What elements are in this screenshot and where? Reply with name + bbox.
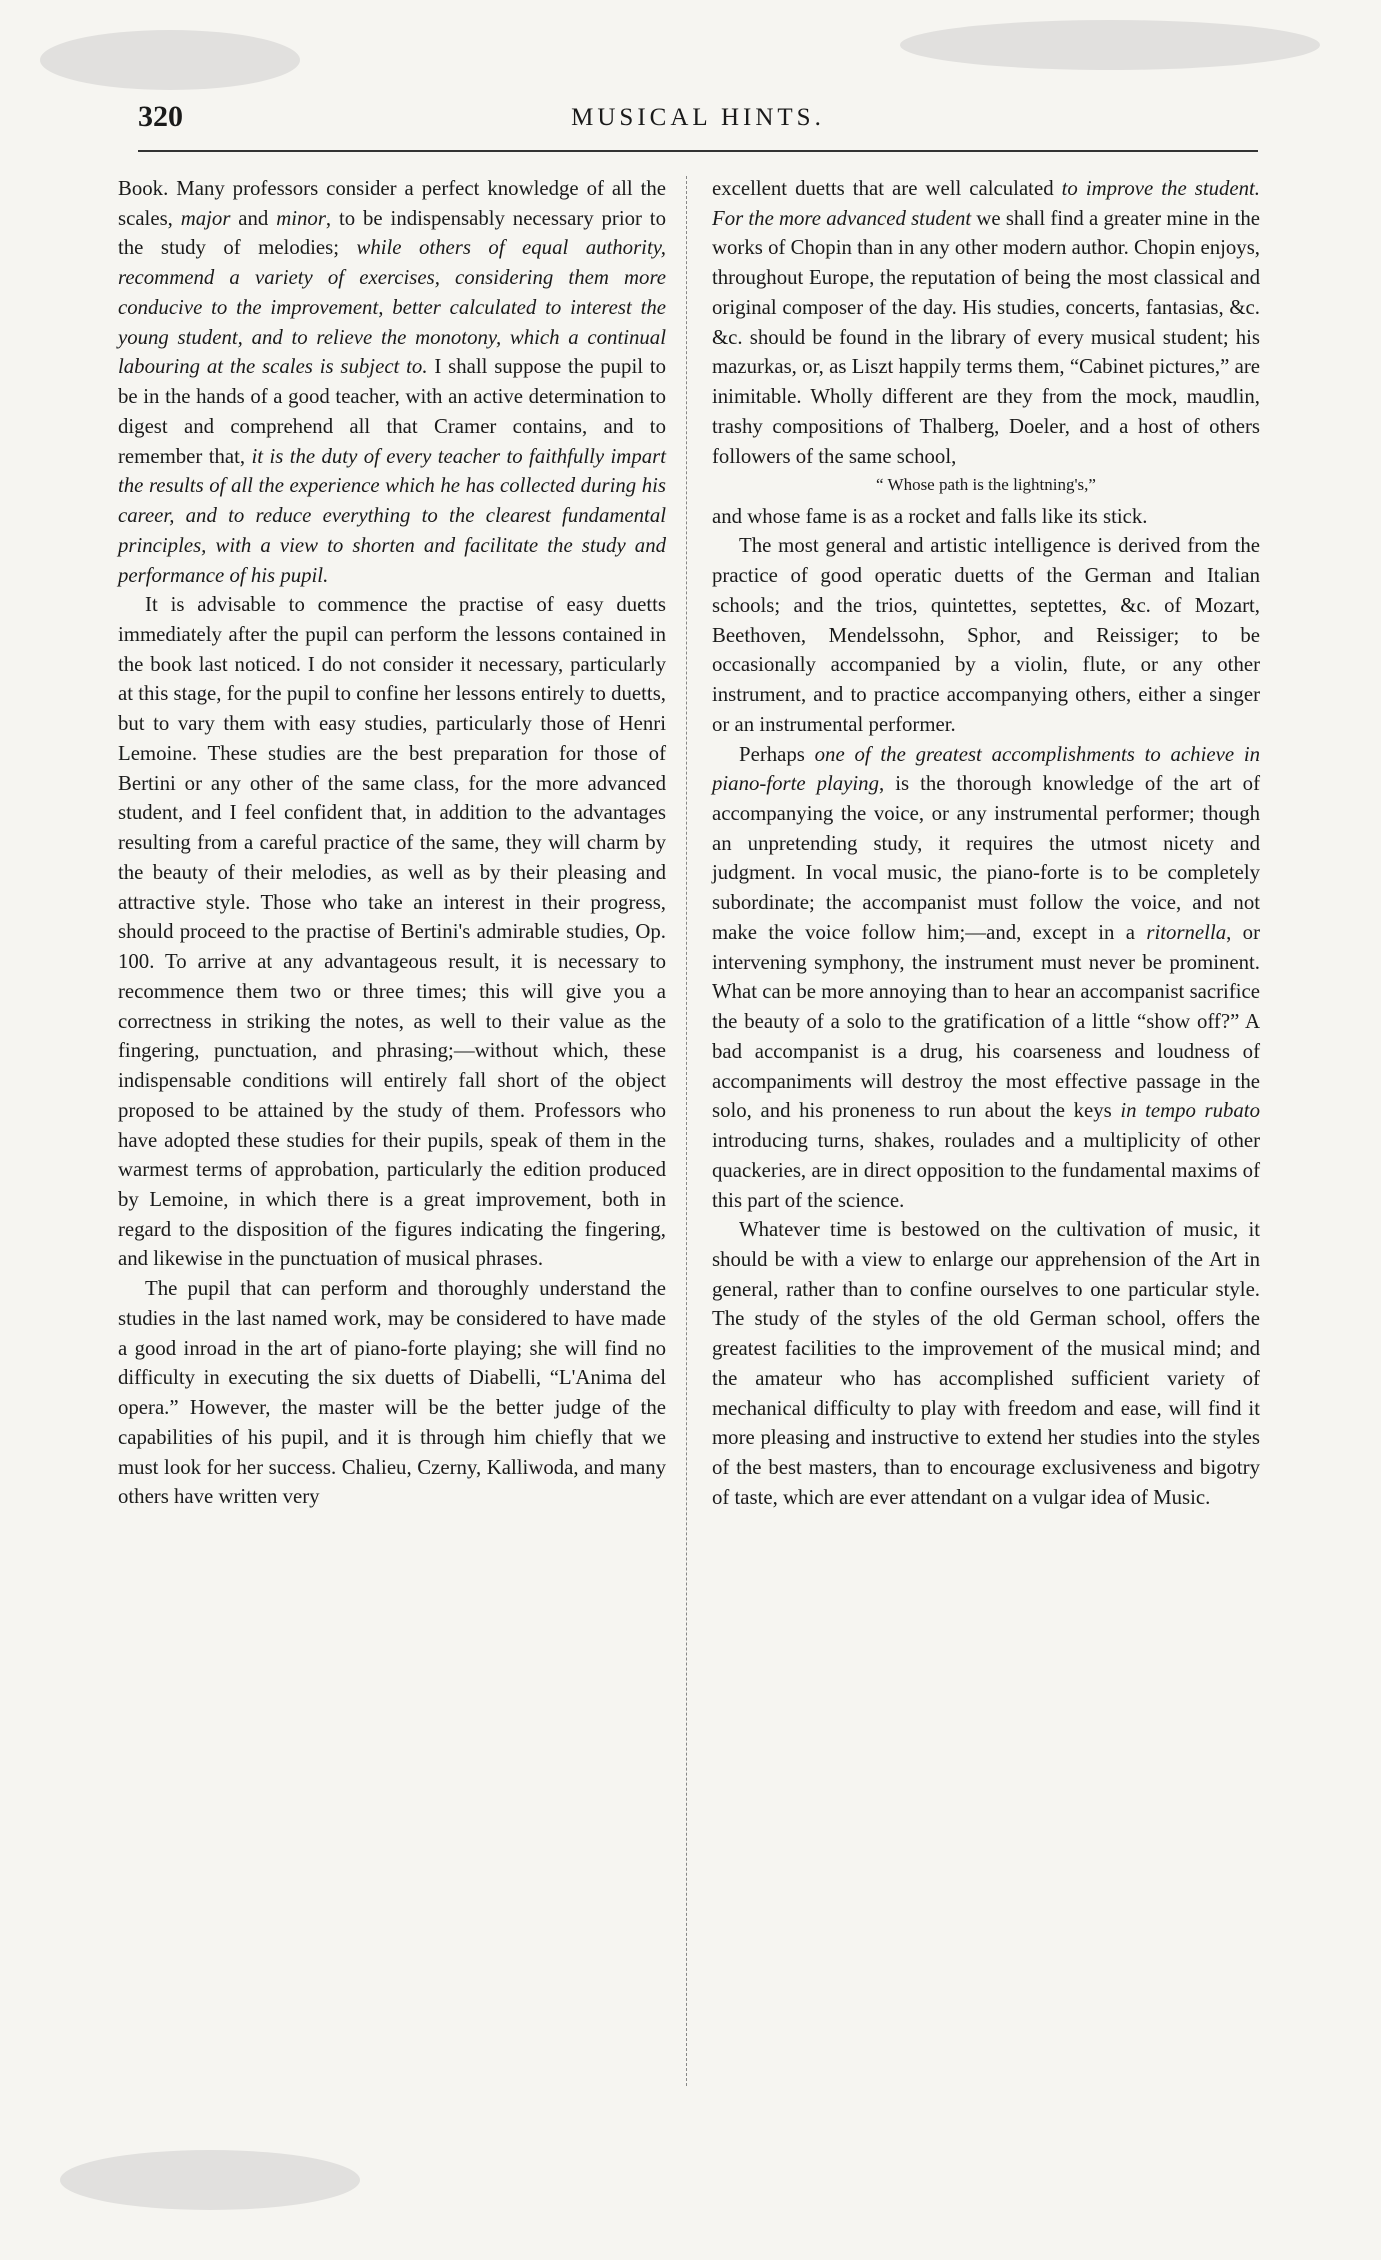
italic-run: it is the duty of every teacher to faithfully impart the results of all the experience which he has collected during his career, and to reduce everything to the clearest fundamental principles, with a view to shorten and facilitate the study and performance of his pupil.	[118, 444, 666, 587]
italic-run: to improve the student. For the more advanced student	[712, 177, 1260, 230]
text-run: Book. Many professors consider a perfect knowledge of all the scales,	[118, 177, 666, 230]
paragraph: and whose fame is as a rocket and falls like its stick.	[712, 504, 1148, 528]
header-rule	[138, 150, 1258, 152]
page-header	[138, 100, 1258, 144]
paper-speck	[40, 30, 300, 90]
text-run: Perhaps	[739, 742, 815, 766]
paragraph: The most general and artistic intelligence is derived from the practice of good operatic duetts of the German and Italian schools; and the trios, quintettes, septettes, &c. of Mozart, Beethoven, Mendelssohn, Sphor, and Reissiger; to be occasionally accompanied by a violin, flute, or any other instrument, and to practice accompanying others, either a singer or an instrumental performer.	[712, 534, 1260, 736]
text-run: and	[230, 206, 277, 230]
running-title: MUSICAL HINTS.	[571, 104, 825, 131]
italic-run: major	[180, 206, 231, 230]
page-number: 320	[138, 100, 183, 133]
paragraph: Whatever time is bestowed on the cultivation of music, it should be with a view to enlarge our apprehension of the Art in general, rather than to confine ourselves to one particular style. The study of the styles of the old German school, offers the greatest facilities to the improvement of the musical mind; and the amateur who has accomplished sufficient variety of mechanical difficulty to play with freedom and ease, will find it more pleasing and instructive to extend her studies into the styles of the best masters, than to encourage exclusiveness and bigotry of taste, which are ever attendant on a vulgar idea of Music.	[712, 1218, 1260, 1509]
column-divider	[686, 176, 687, 2086]
paragraph: The pupil that can perform and thoroughly understand the studies in the last named work, may be considered to have made a good inroad in the art of piano-forte playing; she will find no difficulty in executing the six duetts of Diabelli, “L'Anima del opera.” However, the master will be the better judge of the capabilities of his pupil, and it is through him chiefly that we must look for her success. Chalieu, Czerny, Kalliwoda, and many others have written very	[118, 1277, 666, 1509]
paragraph: It is advisable to commence the practise of easy duetts immediately after the pupil can perform the lessons contained in the book last noticed. I do not consider it necessary, particularly at this stage, for the pupil to confine her lessons entirely to duetts, but to vary them with easy studies, particularly those of Henri Lemoine. These studies are the best preparation for those of Bertini or any other of the same class, for the more advanced student, and I feel confident that, in addition to the advantages resulting from a careful practice of the same, they will charm by the beauty of their melodies, as well as by their pleasing and attractive style. Those who take an interest in their progress, should proceed to the practise of Bertini's admirable studies, Op. 100. To arrive at any advantageous result, it is necessary to recommence them two or three times; this will give you a correctness in striking the notes, as well to their value as the fingering, punctuation, and phrasing;—without which, these indispensable conditions will entirely fall short of the object proposed to be attained by the study of them. Professors who have adopted these studies for their pupils, speak of them in the warmest terms of approbation, particularly the edition produced by Lemoine, in which there is a great improvement, both in regard to the disposition of the figures indicating the fingering, and likewise in the punctuation of musical phrases.	[118, 593, 666, 1271]
italic-run: while others of equal authority, recommend a variety of exercises, considering them more conducive to the improvement, better calculated to interest the young student, and to relieve the monotony, which a continual labouring at the scales is subject to.	[118, 236, 666, 379]
left-column	[118, 174, 666, 1512]
text-run: we shall find a greater mine in the works of Chopin than in any other modern author. Chopin enjoys, throughout Europe, the reputation of being the most classical and original composer of the day. His studies, concerts, fantasias, &c. &c. should be found in the library of every musical student; his mazurkas, or, as Liszt happily terms them, “Cabinet pictures,” are inimitable. Wholly different are they from the mock, maudlin, trashy compositions of Thalberg, Doeler, and a host of others followers of the same school,	[712, 206, 1260, 468]
verse-quote: “ Whose path is the lightning's,”	[876, 475, 1096, 495]
paragraph	[712, 740, 1260, 1216]
right-column	[712, 174, 1260, 1513]
paragraph	[712, 174, 1260, 471]
text-run: , is the thorough knowledge of the art of accompanying the voice, or any instrumental performer; though an unpretending study, it requires the utmost nicety and judgment. In vocal music, the piano-forte is to be completely subordinate; the accompanist must follow the voice, and not make the voice follow him;—and, except in a	[712, 772, 1261, 944]
italic-run: minor	[276, 206, 326, 230]
paragraph	[118, 174, 666, 590]
text-run: introducing turns, shakes, roulades and a multiplicity of other quackeries, are in direct opposition to the fundamental maxims of this part of the science.	[712, 1129, 1260, 1212]
text-run: , or intervening symphony, the instrument must never be prominent. What can be more annoying than to hear an accompanist sacrifice the beauty of a solo to the gratification of a little “show off?” A bad accompanist is a drug, his coarseness and loudness of accompaniments will destroy the most effective passage in the solo, and his proneness to run about the keys	[712, 920, 1260, 1123]
italic-run: in tempo rubato	[1120, 1099, 1260, 1123]
text-run: , to be indispensably necessary prior to the study of melodies;	[118, 206, 666, 260]
paper-speck	[60, 2150, 360, 2210]
text-run: I shall suppose the pupil to be in the hands of a good teacher, with an active determination to digest and comprehend all that Cramer contains, and to remember that,	[118, 355, 666, 468]
text-run: excellent duetts that are well calculated	[712, 177, 1062, 200]
italic-run: ritornella	[1146, 920, 1227, 944]
italic-run: one of the greatest accomplishments to achieve in piano-forte playing	[712, 742, 1261, 796]
paper-speck	[900, 20, 1320, 70]
